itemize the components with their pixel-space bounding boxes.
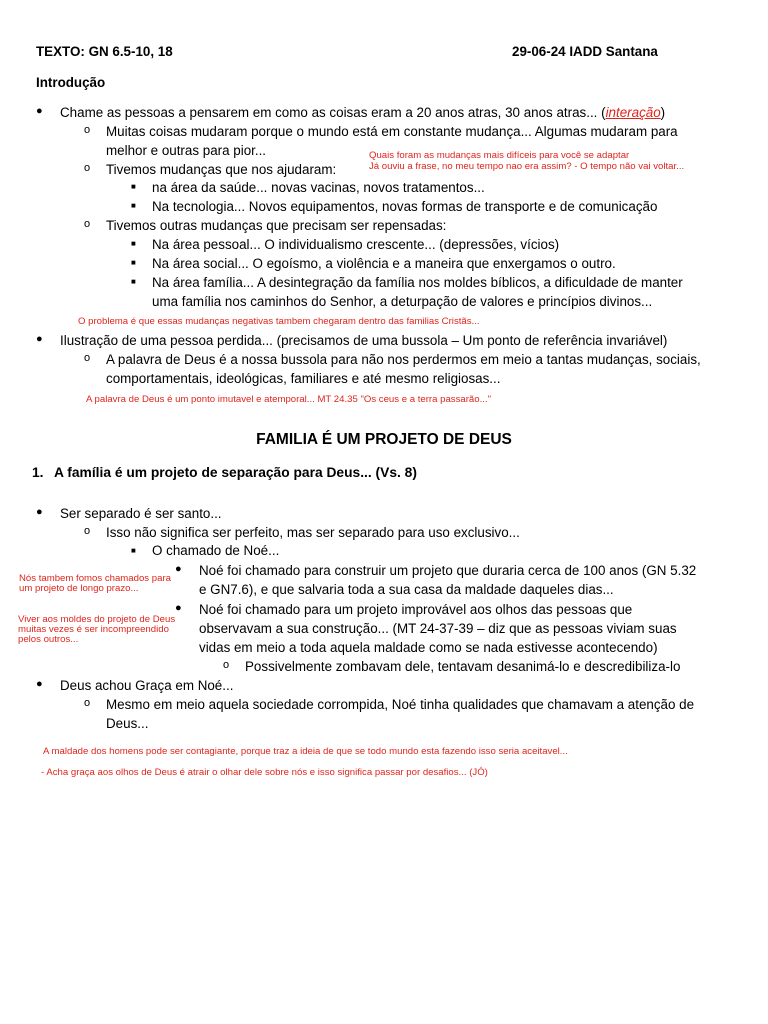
disc-bullet-icon: ● xyxy=(36,506,43,518)
circle-bullet-icon: o xyxy=(223,659,230,671)
noah-point-2-line3: vidas em meio a toda aquela maldade como se nada estivesse acontecendo) xyxy=(199,640,658,655)
noah-point-1-line1: Noé foi chamado para construir um projeto que duraria cerca de 100 anos (GN 5.32 xyxy=(199,563,697,578)
square-bullet-icon: ■ xyxy=(131,239,136,248)
note-moldes-line3: pelos outros... xyxy=(18,634,79,645)
noah-point-2a: Possivelmente zombavam dele, tentavam desanimá-lo e descredibiliza-lo xyxy=(245,659,681,674)
section-bullet-2: Deus achou Graça em Noé... xyxy=(60,678,234,693)
circle-bullet-icon: o xyxy=(84,697,91,709)
section-title: FAMILIA É UM PROJETO DE DEUS xyxy=(256,431,512,448)
intro-title: Introdução xyxy=(36,75,106,90)
note-moldes-line1: Viver aos moldes do projeto de Deus xyxy=(18,614,176,625)
square-bullet-icon: ■ xyxy=(131,182,136,191)
intro-sub-1a-line1: Muitas coisas mudaram porque o mundo está em constante mudança... Algumas mudaram para xyxy=(106,124,678,139)
intro-sub-1a-line2: melhor e outras para pior... xyxy=(106,143,267,158)
circle-bullet-icon: o xyxy=(84,162,91,174)
heading-number: 1. xyxy=(32,465,44,480)
intro-bullet-1: Chame as pessoas a pensarem em como as coisas eram a 20 anos atras, 30 anos atras... (interação) xyxy=(60,105,666,120)
intro-sub-2a-line2: comportamentais, ideológicas, familiares e até mesmo religiosas... xyxy=(106,371,501,386)
square-bullet-icon: ■ xyxy=(131,546,136,555)
circle-bullet-icon: o xyxy=(84,124,91,136)
disc-bullet-icon: ● xyxy=(36,333,43,345)
intro-sub-1c-item2: Na área social... O egoísmo, a violência e a maneira que enxergamos o outro. xyxy=(152,256,616,271)
note-grace: - Acha graça aos olhos de Deus é atrair o olhar dele sobre nós e isso significa passar por desafios... (JÓ) xyxy=(41,767,488,778)
intro-sub-1b-item1: na área da saúde... novas vacinas, novos tratamentos... xyxy=(152,180,485,195)
circle-bullet-icon: o xyxy=(84,525,91,537)
disc-bullet-icon: ● xyxy=(175,563,182,575)
intro-sub-2a-line1: A palavra de Deus é a nossa bussola para não nos perdermos em meio a tantas mudanças, sociais, xyxy=(106,352,701,367)
square-bullet-icon: ■ xyxy=(131,201,136,210)
header-date-church: 29-06-24 IADD Santana xyxy=(512,44,658,59)
note-changes-line1: Quais foram as mudanças mais difíceis para você se adaptar xyxy=(369,150,630,161)
section-sub-1a: Isso não significa ser perfeito, mas ser separado para uso exclusivo... xyxy=(106,525,520,540)
note-word-of-god: A palavra de Deus é um ponto imutavel e atemporal... MT 24.35 "Os ceus e a terra passarão..." xyxy=(86,394,491,405)
disc-bullet-icon: ● xyxy=(36,105,43,117)
intro-sub-1b: Tivemos mudanças que nos ajudaram: xyxy=(106,162,337,177)
note-moldes-line2: muitas vezes é ser incompreendido xyxy=(18,624,169,635)
intro-sub-1b-item2: Na tecnologia... Novos equipamentos, novas formas de transporte e de comunicação xyxy=(152,199,658,214)
section-sub-2a-line2: Deus... xyxy=(106,716,149,731)
note-evil: A maldade dos homens pode ser contagiante, porque traz a ideia de que se todo mundo esta fazendo isso seria aceitavel... xyxy=(43,746,568,757)
square-bullet-icon: ■ xyxy=(131,258,136,267)
circle-bullet-icon: o xyxy=(84,352,91,364)
header-reference: TEXTO: GN 6.5-10, 18 xyxy=(36,44,173,59)
section-bullet-1: Ser separado é ser santo... xyxy=(60,506,222,521)
note-changes-line2: Já ouviu a frase, no meu tempo nao era assim? - O tempo não vai voltar... xyxy=(369,161,685,172)
section-sub-1a-item1: O chamado de Noé... xyxy=(152,543,280,558)
section-sub-2a-line1: Mesmo em meio aquela sociedade corrompida, Noé tinha qualidades que chamavam a atenção de xyxy=(106,697,695,712)
noah-point-2-line2: observavam a sua construção... (MT 24-37-39 – diz que as pessoas viviam suas xyxy=(199,621,677,636)
note-called-line1: Nós tambem fomos chamados para xyxy=(19,573,171,584)
square-bullet-icon: ■ xyxy=(131,277,136,286)
circle-bullet-icon: o xyxy=(84,218,91,230)
intro-sub-1c: Tivemos outras mudanças que precisam ser repensadas: xyxy=(106,218,447,233)
interaction-link[interactable]: interação xyxy=(605,105,661,120)
note-problem: O problema é que essas mudanças negativas tambem chegaram dentro das familias Cristãs... xyxy=(78,316,480,327)
intro-sub-1c-item1: Na área pessoal... O individualismo crescente... (depressões, vícios) xyxy=(152,237,560,252)
intro-bullet-2: Ilustração de uma pessoa perdida... (precisamos de uma bussola – Um ponto de referência invariável) xyxy=(60,333,668,348)
intro-sub-1c-item3-line2: uma família nos caminhos do Senhor, a deturpação de valores e princípios divinos... xyxy=(152,294,653,309)
intro-sub-1c-item3-line1: Na área família... A desintegração da família nos moldes bíblicos, a dificuldade de manter xyxy=(152,275,683,290)
noah-point-1-line2: e GN7.6), e que salvaria toda a sua casa da maldade daqueles dias... xyxy=(199,582,614,597)
noah-point-2-line1: Noé foi chamado para um projeto improvável aos olhos das pessoas que xyxy=(199,602,633,617)
heading-1: A família é um projeto de separação para Deus... (Vs. 8) xyxy=(54,465,417,480)
disc-bullet-icon: ● xyxy=(36,678,43,690)
disc-bullet-icon: ● xyxy=(175,602,182,614)
note-called-line2: um projeto de longo prazo... xyxy=(19,583,139,594)
